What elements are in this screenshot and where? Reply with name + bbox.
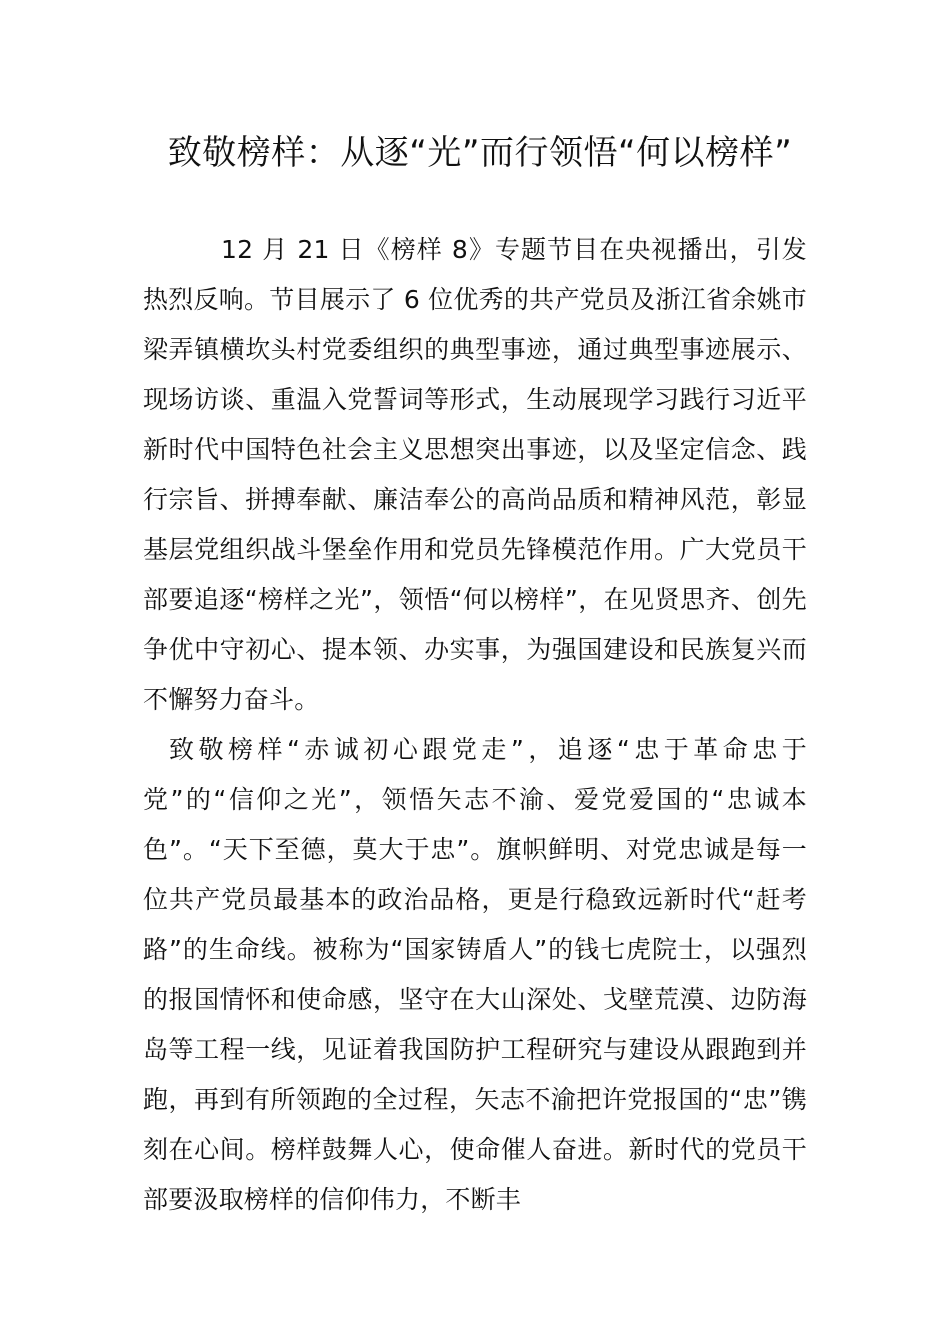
body-paragraph-1: 12 月 21 日《榜样 8》专题节目在央视播出，引发热烈反响。节目展示了 6 位优秀的共产党员及浙江省余姚市梁弄镇横坎头村党委组织的典型事迹，通过典型事迹展示、现场访谈、重温入党誓词等形式，生动展现学习践行习近平新时代中国特色社会主义思想突出事迹，以及坚定信念、践行宗旨、拼搏奉献、廉洁奉公的高尚品质和精神风范，彰显基层党组织战斗堡垒作用和党员先锋模范作用。广大党员干部要追逐“榜样之光”，领悟“何以榜样”，在见贤思齐、创先争优中守初心、提本领、办实事，为强国建设和民族复兴而不懈努力奋斗。 — [143, 235, 807, 714]
document-title: 致敬榜样：从逐“光”而行领悟“何以榜样” — [167, 133, 793, 173]
body-paragraph-2: 致敬榜样“赤诚初心跟党走”，追逐“忠于革命忠于党”的“信仰之光”，领悟矢志不渝、爱党爱国的“忠诚本色”。“天下至德，莫大于忠”。旗帜鲜明、对党忠诚是每一位共产党员最基本的政治品格，更是行稳致远新时代“赶考路”的生命线。被称为“国家铸盾人”的钱七虎院士，以强烈的报国情怀和使命感，坚守在大山深处、戈壁荒漠、边防海岛等工程一线，见证着我国防护工程研究与建设从跟跑到并跑，再到有所领跑的全过程，矢志不渝把许党报国的“忠”镌刻在心间。榜样鼓舞人心，使命催人奋进。新时代的党员干部要汲取榜样的信仰伟力，不断丰 — [143, 735, 807, 1214]
